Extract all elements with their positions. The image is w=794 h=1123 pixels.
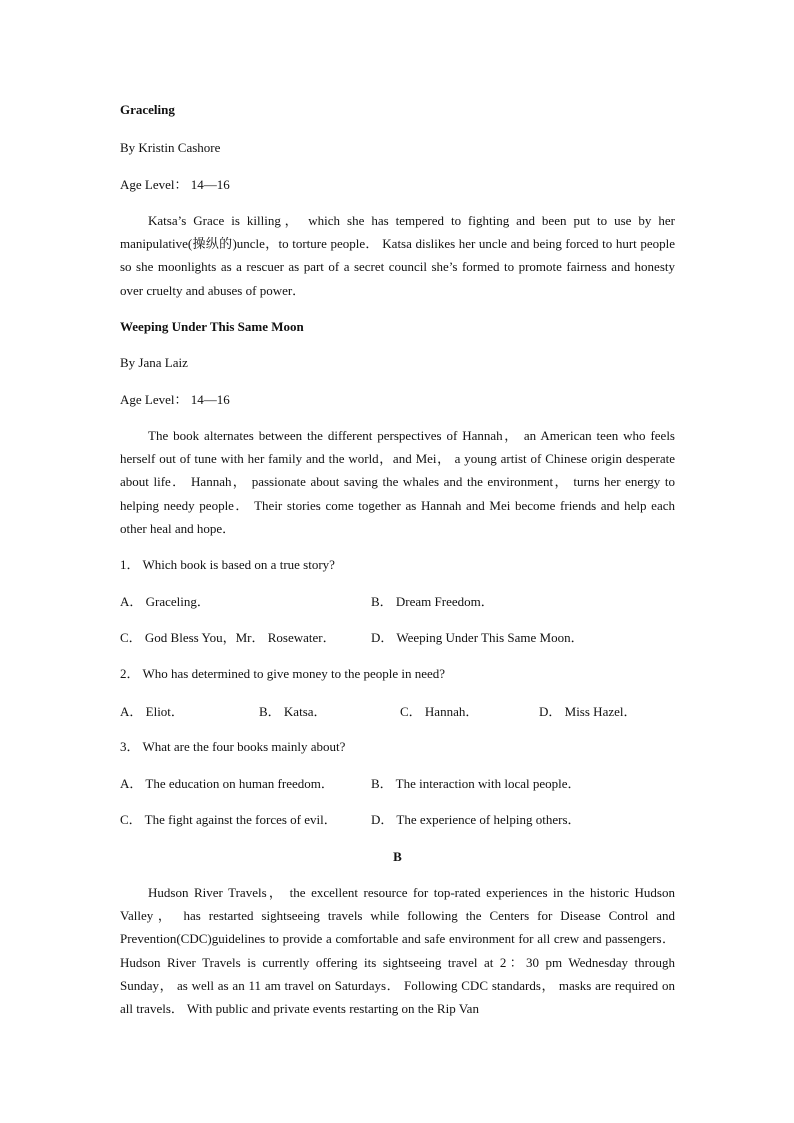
question-3-option-d[interactable]: D． The experience of helping others．	[371, 812, 581, 827]
book-title-weeping: Weeping Under This Same Moon	[120, 319, 304, 334]
book-age-graceling: Age Level： 14—16	[120, 177, 230, 192]
question-1-option-b[interactable]: B． Dream Freedom．	[371, 594, 494, 609]
book-desc-weeping: The book alternates between the different perspectives of Hannah， an American teen who feels herself out of tune with her family and the world，and Mei， a young artist of Chinese origin desperate about life． Hannah， passionate about saving the whales and the environment， turns her energy to helping needy people． Their stories come together as Hannah and Mei become friends and help each other heal and hope．	[120, 428, 675, 536]
section-b-paragraph: Hudson River Travels， the excellent resource for top-rated experiences in the historic Hudson Valley， has restarted sightseeing travels while following the Centers for Disease Control and Prevention(CDC)guidelines to provide a comfortable and safe environment for all crew and passengers． Hudson River Travels is currently offering its sightseeing travel at 2：30 pm Wednesday through Sunday， as well as an 11 am travel on Saturdays． Following CDC standards， masks are required on all travels． With public and private events restarting on the Rip Van	[120, 885, 675, 1017]
question-3-option-a[interactable]: A． The education on human freedom．	[120, 776, 334, 791]
book-title-graceling: Graceling	[120, 102, 175, 117]
question-3-option-c[interactable]: C． The fight against the forces of evil．	[120, 812, 337, 827]
question-2-option-b[interactable]: B． Katsa．	[259, 704, 327, 719]
question-2-option-a[interactable]: A． Eliot．	[120, 704, 184, 719]
book-author-graceling: By Kristin Cashore	[120, 140, 221, 155]
book-author-weeping: By Jana Laiz	[120, 355, 188, 370]
question-3-option-b[interactable]: B． The interaction with local people．	[371, 776, 581, 791]
book-age-weeping: Age Level： 14—16	[120, 392, 230, 407]
question-1-option-a[interactable]: A． Graceling．	[120, 594, 210, 609]
question-2-stem: 2． Who has determined to give money to the people in need?	[120, 666, 446, 681]
book-desc-graceling: Katsa’s Grace is killing， which she has tempered to fighting and been put to use by her manipulative(操纵的)uncle，to torture people． Katsa dislikes her uncle and being forced to hurt people so she moonlights as a rescuer as part of a secret council she’s formed to promote fairness and honesty over cruelty and abuses of power．	[120, 213, 675, 298]
section-b-heading: B	[393, 849, 402, 864]
question-1-option-c[interactable]: C． God Bless You，Mr． Rosewater．	[120, 630, 336, 645]
question-1-option-d[interactable]: D． Weeping Under This Same Moon．	[371, 630, 584, 645]
question-1-stem: 1． Which book is based on a true story?	[120, 557, 335, 572]
question-3-stem: 3． What are the four books mainly about?	[120, 739, 346, 754]
question-2-option-d[interactable]: D． Miss Hazel．	[539, 704, 637, 719]
question-2-option-c[interactable]: C． Hannah．	[400, 704, 479, 719]
